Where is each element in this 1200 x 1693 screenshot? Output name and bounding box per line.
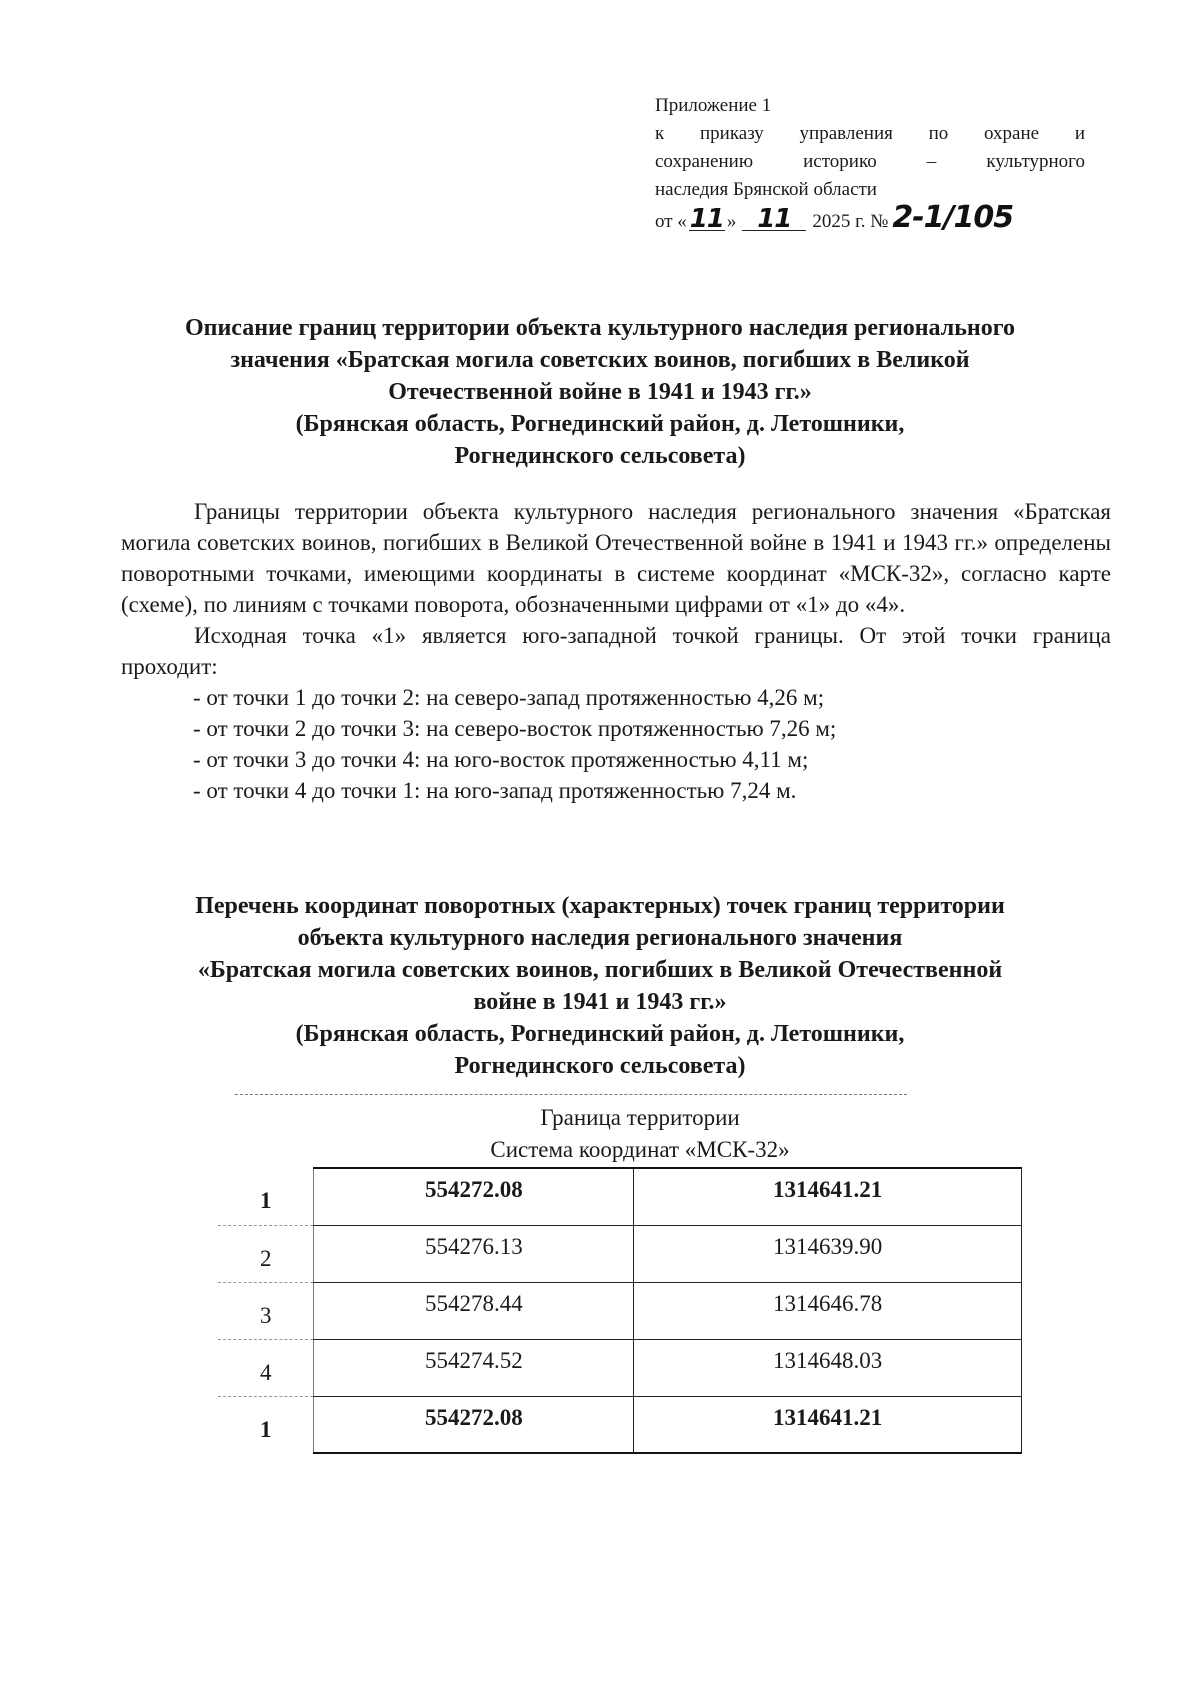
x-coordinate: 554278.44 xyxy=(314,1282,634,1339)
description-heading xyxy=(100,312,1100,472)
description-body xyxy=(121,496,1111,806)
point-number: 1 xyxy=(218,1168,314,1225)
heading-line: войне в 1941 и 1943 гг.» xyxy=(473,989,727,1015)
table-row xyxy=(218,1339,1022,1396)
heading-line: (Брянская область, Рогнединский район, д. Летошники, xyxy=(295,1021,905,1047)
coordinates-table xyxy=(218,1167,1022,1454)
table-header-coordinate-system: Система координат «МСК-32» xyxy=(490,1137,790,1162)
handwritten-month: 11 xyxy=(742,208,806,231)
paragraph-boundaries: Границы территории объекта культурного наследия регионального значения «Братская могила советских воинов, погибших в Великой Отечественной войне в 1941 и 1943 гг.» определены поворотными точками, имеющими координаты в системе координат «МСК-32», согласно карте (схеме), по линиям с точками поворота, обозначенными цифрами от «1» до «4». xyxy=(121,499,1111,617)
appendix-title: Приложение 1 xyxy=(655,95,772,116)
y-coordinate: 1314648.03 xyxy=(634,1339,1022,1396)
heading-line: Описание границ территории объекта культурного наследия регионального xyxy=(184,315,1016,341)
y-coordinate: 1314646.78 xyxy=(634,1282,1022,1339)
appendix-agency-line: сохранению историко – культурного xyxy=(655,151,1085,172)
heading-line: Перечень координат поворотных (характерных) точек границ территории xyxy=(195,893,1005,919)
heading-line: «Братская могила советских воинов, погибших в Великой Отечественной xyxy=(197,957,1003,983)
point-number: 3 xyxy=(218,1282,314,1339)
date-year: 2025 г. № xyxy=(812,211,889,232)
x-coordinate: 554272.08 xyxy=(314,1168,634,1225)
heading-line: объекта культурного наследия регионального значения xyxy=(297,925,903,951)
point-number: 1 xyxy=(218,1396,314,1453)
list-item: - от точки 1 до точки 2: на северо-запад протяженностью 4,26 м; xyxy=(193,685,825,710)
heading-line: Рогнединского сельсовета) xyxy=(454,1053,746,1079)
table-row xyxy=(218,1225,1022,1282)
date-prefix: от « xyxy=(655,211,687,232)
table-top-divider xyxy=(235,1094,907,1095)
table-header-boundary: Граница территории xyxy=(540,1105,740,1130)
x-coordinate: 554276.13 xyxy=(314,1225,634,1282)
table-row xyxy=(218,1282,1022,1339)
handwritten-order-number: 2-1/105 xyxy=(892,200,1014,235)
y-coordinate: 1314641.21 xyxy=(634,1168,1022,1225)
x-coordinate: 554272.08 xyxy=(314,1396,634,1453)
table-row xyxy=(218,1396,1022,1453)
heading-line: (Брянская область, Рогнединский район, д. Летошники, xyxy=(295,411,905,437)
point-number: 2 xyxy=(218,1225,314,1282)
handwritten-day: 11 xyxy=(689,204,724,234)
appendix-region-line: наследия Брянской области xyxy=(655,179,877,200)
coordinates-heading xyxy=(100,890,1100,1082)
paragraph-start-point: Исходная точка «1» является юго-западной точкой границы. От этой точки граница проходит: xyxy=(121,623,1111,679)
point-number: 4 xyxy=(218,1339,314,1396)
x-coordinate: 554274.52 xyxy=(314,1339,634,1396)
list-item: - от точки 2 до точки 3: на северо-восток протяженностью 7,26 м; xyxy=(193,716,837,741)
appendix-order-line: к приказу управления по охране и xyxy=(655,123,1085,144)
list-item: - от точки 4 до точки 1: на юго-запад протяженностью 7,24 м. xyxy=(193,778,797,803)
date-mid: » xyxy=(726,211,737,232)
table-row xyxy=(218,1168,1022,1225)
appendix-date-line xyxy=(655,200,1085,236)
heading-line: Рогнединского сельсовета) xyxy=(454,443,746,469)
heading-line: Отечественной войне в 1941 и 1943 гг.» xyxy=(388,379,812,405)
heading-line: значения «Братская могила советских воинов, погибших в Великой xyxy=(230,347,970,373)
y-coordinate: 1314641.21 xyxy=(634,1396,1022,1453)
list-item: - от точки 3 до точки 4: на юго-восток протяженностью 4,11 м; xyxy=(193,747,809,772)
y-coordinate: 1314639.90 xyxy=(634,1225,1022,1282)
appendix-block xyxy=(655,92,1085,236)
